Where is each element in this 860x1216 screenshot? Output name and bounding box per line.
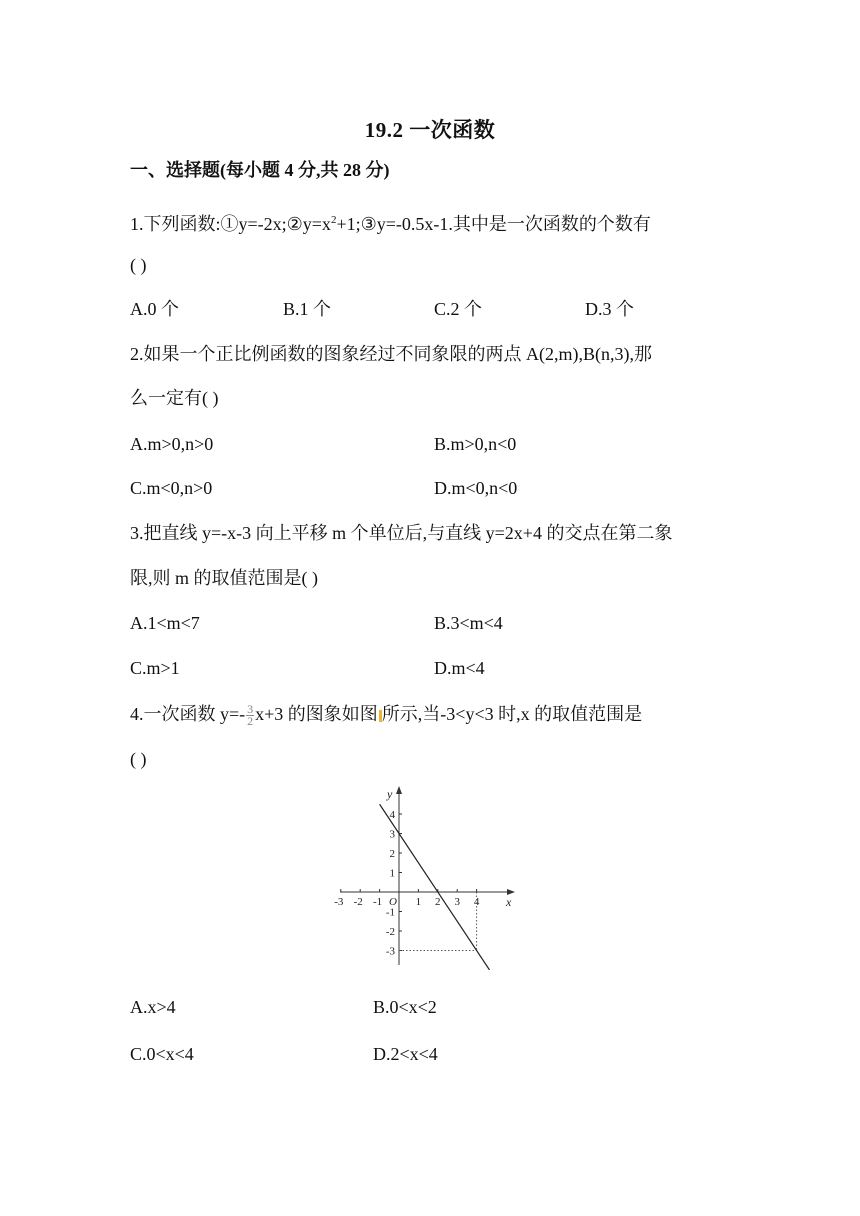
q4-text-post: 所示,当-3<y<3 时,x 的取值范围是 <box>381 704 643 724</box>
q4-text-pre: 4.一次函数 y=- <box>130 704 246 724</box>
function-graph <box>332 780 528 970</box>
section-heading: 一、选择题(每小题 4 分,共 28 分) <box>130 160 390 180</box>
q2-option-a[interactable]: A.m>0,n>0 <box>130 434 214 454</box>
y-tick-label: -3 <box>385 945 395 958</box>
x-tick-label: 1 <box>415 896 422 908</box>
question-2-text: 2.如果一个正比例函数的图象经过不同象限的两点 A(2,m),B(n,3),那 <box>130 344 652 364</box>
y-tick-label: 2 <box>389 848 395 860</box>
q1-text-b: +1;③y=-0.5x-1.其中是一次函数的个数有 <box>336 214 651 234</box>
q3-option-b[interactable]: B.3<m<4 <box>434 613 503 633</box>
q2-option-c[interactable]: C.m<0,n>0 <box>130 478 213 498</box>
x-tick-label: 3 <box>454 896 460 908</box>
x-axis-label: x <box>506 895 512 909</box>
x-tick-label: -1 <box>373 896 383 908</box>
q4-option-b[interactable]: B.0<x<2 <box>373 997 437 1017</box>
q4-option-c[interactable]: C.0<x<4 <box>130 1044 194 1064</box>
q4-fraction-denominator: 2 <box>247 714 254 729</box>
q4-option-a[interactable]: A.x>4 <box>130 997 176 1017</box>
origin-label: O <box>389 896 397 908</box>
x-tick-label: -2 <box>353 896 363 908</box>
q1-option-a[interactable]: A.0 个 <box>130 299 179 319</box>
q4-fraction-numerator: 3 <box>247 702 254 717</box>
y-axis-arrow-icon <box>396 786 402 794</box>
q1-superscript: 2 <box>330 214 337 226</box>
q4-fraction <box>246 704 254 727</box>
q1-option-b[interactable]: B.1 个 <box>283 299 332 319</box>
q4-text-mid: x+3 的图象如图 <box>255 704 378 724</box>
x-tick-label: -3 <box>334 896 344 908</box>
q3-option-c[interactable]: C.m>1 <box>130 658 180 678</box>
question-3-text: 3.把直线 y=-x-3 向上平移 m 个单位后,与直线 y=2x+4 的交点在第二象 <box>130 523 673 543</box>
q4-option-d[interactable]: D.2<x<4 <box>373 1044 438 1064</box>
q3-option-d[interactable]: D.m<4 <box>434 658 485 678</box>
q1-text-a: 1.下列函数:①y=-2x;②y=x <box>130 214 331 234</box>
function-line <box>380 804 490 970</box>
question-4-answer-blank: ( ) <box>130 749 147 769</box>
x-tick-label: 2 <box>435 896 441 908</box>
question-2-text-cont: 么一定有( ) <box>130 388 219 408</box>
question-1-answer-blank: ( ) <box>130 255 147 275</box>
question-4-text <box>130 700 642 728</box>
x-tick-label: 4 <box>473 896 480 908</box>
y-tick-label: 4 <box>389 809 395 821</box>
y-tick-label: 1 <box>389 867 395 880</box>
y-tick-label: -2 <box>385 926 395 938</box>
question-1-text <box>130 206 651 238</box>
y-tick-label: -1 <box>385 906 395 919</box>
question-3-text-cont: 限,则 m 的取值范围是( ) <box>130 568 318 588</box>
page-title: 19.2 一次函数 <box>364 118 496 142</box>
q2-option-b[interactable]: B.m>0,n<0 <box>434 434 517 454</box>
y-axis-label: y <box>387 787 393 801</box>
q3-option-a[interactable]: A.1<m<7 <box>130 613 200 633</box>
y-tick-label: 3 <box>389 828 395 841</box>
q1-option-d[interactable]: D.3 个 <box>585 299 634 319</box>
q1-option-c[interactable]: C.2 个 <box>434 299 483 319</box>
q2-option-d[interactable]: D.m<0,n<0 <box>434 478 518 498</box>
